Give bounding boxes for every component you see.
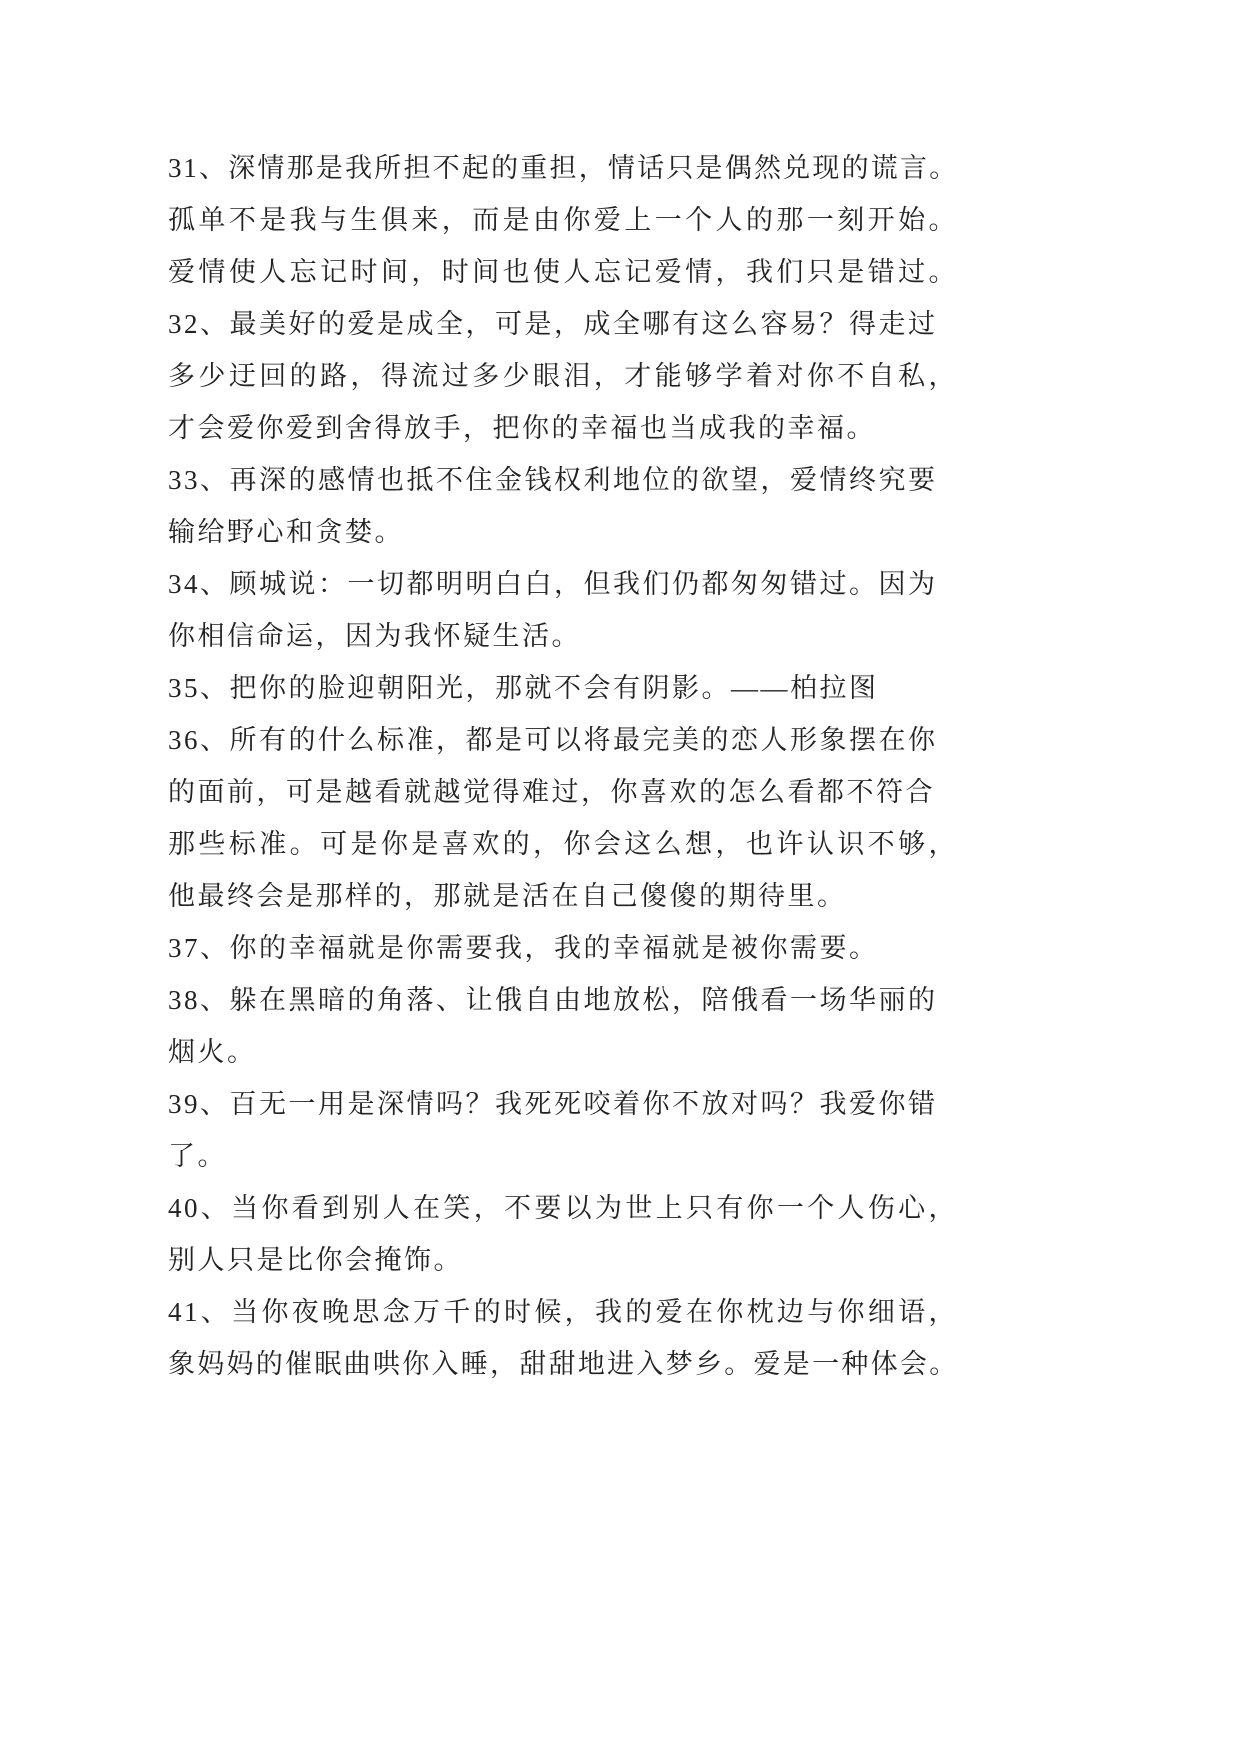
text-line: 的面前，可是越看就越觉得难过，你喜欢的怎么看都不符合: [168, 777, 935, 807]
text-line: 输给野心和贪婪。: [168, 517, 404, 547]
text-line: 34、顾城说：一切都明明白白，但我们仍都匆匆错过。因为: [168, 569, 938, 599]
text-line: 象妈妈的催眠曲哄你入睡，甜甜地进入梦乡。爱是一种体会。: [168, 1349, 958, 1379]
text-line: 了。: [168, 1141, 227, 1171]
text-line: 孤单不是我与生俱来，而是由你爱上一个人的那一刻开始。: [168, 205, 958, 235]
text-line: 他最终会是那样的，那就是活在自己傻傻的期待里。: [168, 881, 847, 911]
text-line: 37、你的幸福就是你需要我，我的幸福就是被你需要。: [168, 933, 879, 963]
text-line: 36、所有的什么标准，都是可以将最完美的恋人形象摆在你: [168, 725, 938, 755]
text-line: 38、躲在黑暗的角落、让俄自由地放松，陪俄看一场华丽的: [168, 985, 938, 1015]
text-line: 爱情使人忘记时间，时间也使人忘记爱情，我们只是错过。: [168, 257, 958, 287]
text-line: 你相信命运，因为我怀疑生活。: [168, 621, 581, 651]
text-line: 40、当你看到别人在笑，不要以为世上只有你一个人伤心，: [168, 1193, 958, 1223]
body-text: [168, 142, 968, 1390]
text-line: 烟火。: [168, 1037, 257, 1067]
text-line: 31、深情那是我所担不起的重担，情话只是偶然兑现的谎言。: [168, 153, 958, 183]
text-line: 32、最美好的爱是成全，可是，成全哪有这么容易？得走过: [168, 309, 938, 339]
text-line: 35、把你的脸迎朝阳光，那就不会有阴影。——柏拉图: [168, 673, 879, 703]
text-line: 39、百无一用是深情吗？我死死咬着你不放对吗？我爱你错: [168, 1089, 938, 1119]
text-line: 多少迂回的路，得流过多少眼泪，才能够学着对你不自私，: [168, 361, 958, 391]
text-line: 那些标准。可是你是喜欢的，你会这么想，也许认识不够，: [168, 829, 958, 859]
text-line: 41、当你夜晚思念万千的时候，我的爱在你枕边与你细语，: [168, 1297, 958, 1327]
text-line: 才会爱你爱到舍得放手，把你的幸福也当成我的幸福。: [168, 413, 876, 443]
text-line: 别人只是比你会掩饰。: [168, 1245, 463, 1275]
text-line: 33、再深的感情也抵不住金钱权利地位的欲望，爱情终究要: [168, 465, 938, 495]
